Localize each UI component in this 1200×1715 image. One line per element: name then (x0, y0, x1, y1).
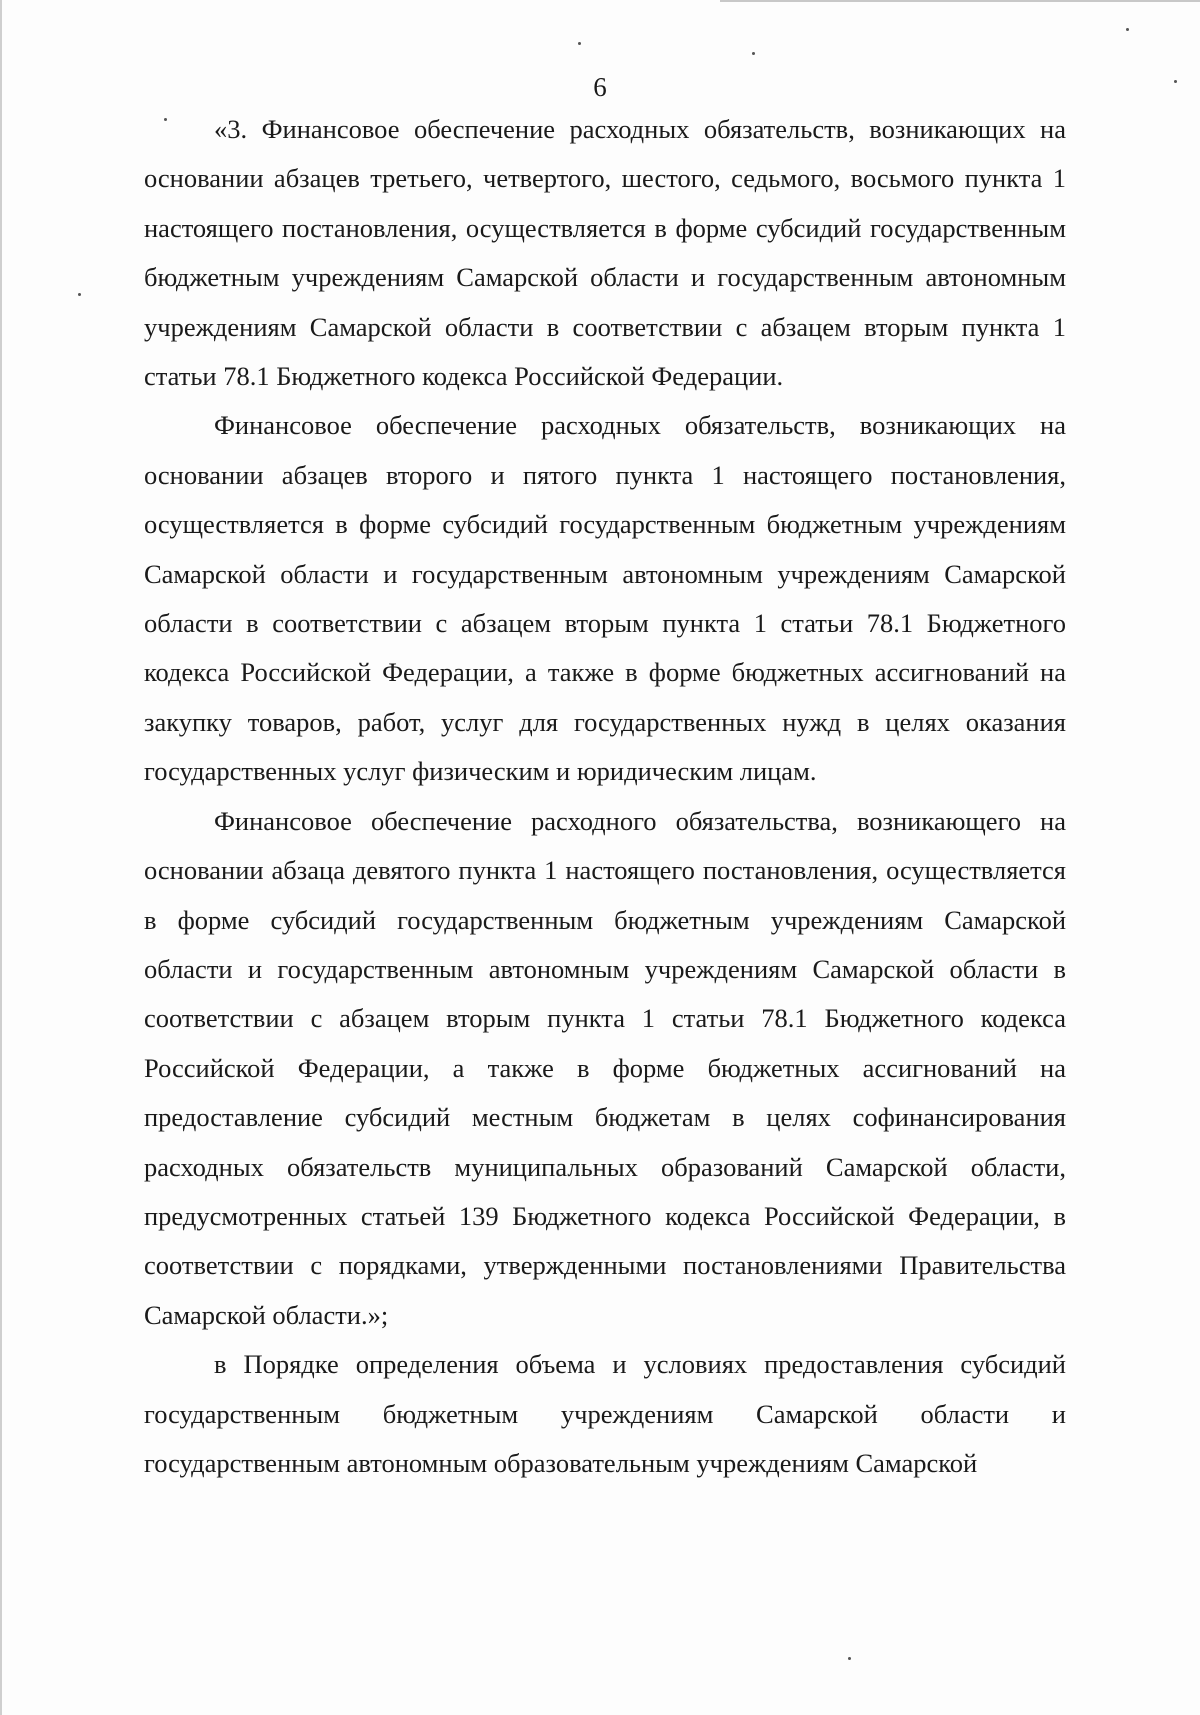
scan-speck (578, 42, 581, 45)
paragraph-financial-provision-ninth: Финансовое обеспечение расходного обязательства, возникающего на основании абзаца девятого пункта 1 настоящего постановления, осуществляется в форме субсидий государственным бюджетным учреждениям Самарской области и государственным автономным учреждениям Самарской области в соответствии с абзацем вторым пункта 1 статьи 78.1 Бюджетного кодекса Российской Федерации, а также в форме бюджетных ассигнований на предоставление субсидий местным бюджетам в целях софинансирования расходных обязательств муниципальных образований Самарской области, предусмотренных статьей 139 Бюджетного кодекса Российской Федерации, в соответствии с порядками, утвержденными постановлениями Правительства Самарской области.»; (144, 805, 1066, 1330)
paragraph-subsidy-procedure: в Порядке определения объема и условиях предоставления субсидий государственным бюджетным учреждениям Самарской области и государственным автономным образовательным учреждениям Самарской (144, 1349, 1066, 1478)
paragraph-financial-provision-3: «3. Финансовое обеспечение расходных обязательств, возникающих на основании абзацев третьего, четвертого, шестого, седьмого, восьмого пункта 1 настоящего постановления, осуществляется в форме субсидий государственным бюджетным учреждениям Самарской области и государственным автономным учреждениям Самарской области в соответствии с абзацем вторым пункта 1 статьи 78.1 Бюджетного кодекса Российской Федерации. (144, 114, 1066, 392)
page-number: 6 (593, 72, 607, 102)
scan-speck (78, 293, 81, 296)
paragraph-financial-provision-second-fifth: Финансовое обеспечение расходных обязательств, возникающих на основании абзацев второго и пятого пункта 1 настоящего постановления, осуществляется в форме субсидий государственным бюджетным учреждениям Самарской области и государственным автономным учреждениям Самарской области в соответствии с абзацем вторым пункта 1 статьи 78.1 Бюджетного кодекса Российской Федерации, а также в форме бюджетных ассигнований на закупку товаров, работ, услуг для государственных нужд в целях оказания государственных услуг физическим и юридическим лицам. (144, 410, 1066, 787)
scan-left-edge (0, 0, 2, 1715)
scan-speck (752, 52, 755, 55)
scan-top-edge (720, 0, 1200, 2)
scan-speck (848, 1657, 851, 1660)
scan-speck (1126, 28, 1129, 31)
document-body (144, 105, 1066, 1488)
